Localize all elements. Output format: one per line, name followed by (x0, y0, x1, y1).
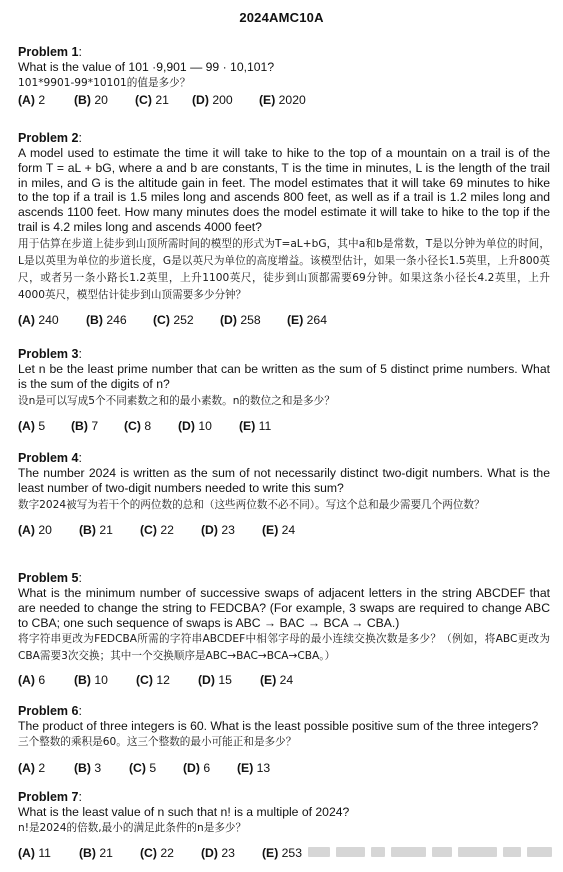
choice-e: (E) 13 (237, 760, 271, 775)
choice-e: (E) 2020 (259, 92, 306, 107)
problem-3 (18, 347, 550, 434)
problem-text-en: What is the value of 101 ·9,901 — 99 · 10,101? (18, 60, 275, 74)
problem-4 (18, 451, 550, 538)
watermark-block (432, 847, 452, 857)
problem-text-en: What is the minimum number of successive swaps of adjacent letters in the string ABCDEF that are needed to change the string to FEDCBA? (For example, 3 swaps are required to change ABC to CBA; one such sequence of swaps is ABC → BAC → BCA → CBA.) (18, 586, 550, 630)
choice-d: (D) 23 (201, 522, 235, 537)
choice-c: (C) 252 (153, 312, 194, 327)
answer-choices (18, 93, 550, 108)
watermark-block (503, 847, 521, 857)
choice-b: (B) 21 (79, 845, 113, 860)
answer-choices (18, 761, 550, 776)
choice-a: (A) 2 (18, 760, 46, 775)
choice-e: (E) 11 (239, 418, 272, 433)
watermark-block (371, 847, 385, 857)
choice-a: (A) 2 (18, 92, 46, 107)
choice-c: (C) 12 (136, 673, 170, 688)
blurred-watermark (308, 843, 552, 861)
problem-text-zh: 101*9901-99*10101的值是多少？ (18, 76, 191, 89)
choice-a: (A) 240 (18, 312, 59, 327)
problem-text-zh: 三个整数的乘积是60。这三个整数的最小可能正和是多少？ (18, 735, 297, 748)
problem-title: Problem 4: (18, 451, 82, 465)
choice-b: (B) 10 (74, 673, 108, 688)
watermark-block (527, 847, 553, 857)
problem-title: Problem 6: (18, 704, 82, 718)
choice-b: (B) 3 (74, 760, 102, 775)
choice-b: (B) 20 (74, 92, 108, 107)
choice-a: (A) 5 (18, 418, 46, 433)
choice-d: (D) 23 (201, 845, 235, 860)
choice-d: (D) 6 (183, 760, 211, 775)
problem-text-en: A model used to estimate the time it will take to hike to the top of a mountain on a trail is of the form T = aL + bG, where a and b are constants, T is the time in minutes, L is the length of the trail in miles, and G is the altitude gain in feet. The model estimates that it will take 69 minutes to hike to the top if a trail is 1.5 miles long and ascends 800 feet, as well as if a trail is 1.2 miles long and ascends 1100 feet. How many minutes does the model estimate it will take to hike to the top if the trail is 4.2 miles long and ascends 4000 feet? (18, 146, 550, 234)
page-title: 2024AMC10A (239, 10, 324, 25)
problem-text-en: The number 2024 is written as the sum of not necessarily distinct two-digit numbers. What is the least number of two-digit numbers needed to write this sum? (18, 466, 550, 495)
problem-5 (18, 571, 550, 688)
problem-title: Problem 2: (18, 131, 82, 145)
problem-1 (18, 45, 550, 108)
problem-text-zh: 数字2024被写为若干个的两位数的总和（这些两位数不必不同）。写这个总和最少需要几个两位数？ (18, 498, 485, 511)
choice-a: (A) 11 (18, 845, 51, 860)
problem-title: Problem 1: (18, 45, 82, 59)
choice-c: (C) 8 (124, 418, 152, 433)
choice-d: (D) 258 (220, 312, 261, 327)
problem-text-en: The product of three integers is 60. What is the least possible positive sum of the three integers? (18, 719, 539, 733)
watermark-block (336, 847, 365, 857)
answer-choices (18, 673, 550, 688)
choice-b: (B) 246 (86, 312, 127, 327)
problem-text-en: Let n be the least prime number that can be written as the sum of 5 distinct prime numbers. What is the sum of the digits of n? (18, 362, 550, 391)
problem-title: Problem 5: (18, 571, 82, 585)
problem-6 (18, 704, 550, 776)
choice-e: (E) 253 (262, 845, 302, 860)
watermark-block (458, 847, 497, 857)
watermark-block (391, 847, 426, 857)
problem-title: Problem 7: (18, 790, 82, 804)
answer-choices (18, 523, 550, 538)
problem-text-zh: 将字符串更改为FEDCBA所需的字符串ABCDEF中相邻字母的最小连续交换次数是多少？（例如，将ABC更改为CBA需要3次交换；其中一个交换顺序是ABC→BAC→BCA→CBA。） (18, 633, 550, 663)
problem-text-en: What is the least value of n such that n! is a multiple of 2024? (18, 805, 350, 819)
choice-e: (E) 24 (260, 673, 294, 688)
answer-choices (18, 419, 550, 434)
problem-text-zh: n!是2024的倍数,最小的满足此条件的n是多少？ (18, 821, 247, 834)
choice-c: (C) 22 (140, 845, 174, 860)
choice-d: (D) 200 (192, 92, 233, 107)
choice-c: (C) 22 (140, 522, 174, 537)
choice-a: (A) 20 (18, 522, 52, 537)
choice-c: (C) 21 (135, 92, 169, 107)
choice-b: (B) 7 (71, 418, 99, 433)
choice-c: (C) 5 (129, 760, 157, 775)
choice-d: (D) 15 (198, 673, 232, 688)
choice-d: (D) 10 (178, 418, 212, 433)
choice-b: (B) 21 (79, 522, 113, 537)
watermark-block (308, 847, 330, 857)
choice-a: (A) 6 (18, 673, 46, 688)
problem-title: Problem 3: (18, 347, 82, 361)
choice-e: (E) 264 (287, 312, 327, 327)
choice-e: (E) 24 (262, 522, 296, 537)
problem-text-zh: 设n是可以写成5个不同素数之和的最小素数。n的数位之和是多少？ (18, 394, 335, 407)
answer-choices (18, 313, 550, 328)
problem-2 (18, 131, 550, 328)
problem-text-zh: 用于估算在步道上徒步到山顶所需时间的模型的形式为T=aL+bG，其中a和b是常数，T是以分钟为单位的时间，L是以英里为单位的步道长度，G是以英尺为单位的高度增益。该模型估计，如果一条小径长1.5英里，上升800英尺，或者另一条小路长1.2英里，上升1100英尺，徒步到山顶都需要69分钟。如果这条小径长4.2英里，上升4000英尺，模型估计徒步到山顶需要多少分钟？ (18, 237, 550, 301)
